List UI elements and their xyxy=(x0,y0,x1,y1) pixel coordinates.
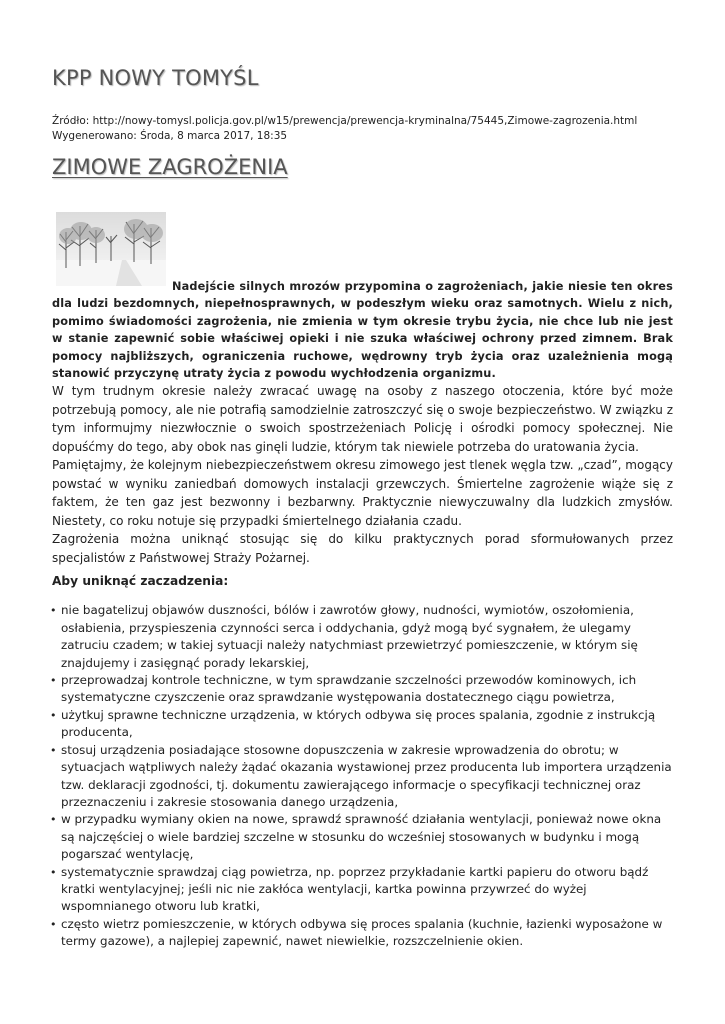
bullet-icon: • xyxy=(50,743,57,757)
list-item: • użytkuj sprawne techniczne urządzenia, w których odbywa się proces spalania, zgodnie z instrukcją producenta, xyxy=(50,707,656,740)
generated-line: Wygenerowano: Środa, 8 marca 2017, 18:35 xyxy=(52,130,288,142)
article-body xyxy=(52,212,673,951)
bullet-icon: • xyxy=(50,674,57,688)
source-line: Źródło: http://nowy-tomysl.policja.gov.pl/w15/prewencja/prewencja-kryminalna/75445,Zimowe-zagrozenia.html xyxy=(52,115,638,127)
lead-paragraph: Nadejście silnych mrozów przypomina o zagrożeniach, jakie niesie ten okres dla ludzi bezdomnych, niepełnosprawnych, w podeszłym wieku oraz samotnych. Wielu z nich, pomimo świadomości zagrożenia, nie zmienia w tym okresie trybu życia, nie chce lub nie jest w stanie zapewnić sobie właściwej opieki i nie szuka właściwej ochrony przed zimnem. Brak pomocy najbliższych, ograniczenia ruchowe, wędrowny tryb życia oraz uzależnienia mogą stanowić przyczynę utraty życia z powodu wychłodzenia organizmu. xyxy=(52,280,673,381)
bullet-icon: • xyxy=(50,604,57,618)
paragraph-1: W tym trudnym okresie należy zwracać uwagę na osoby z naszego otoczenia, które być może potrzebują pomocy, ale nie potrafią samodzielnie zatroszczyć się o swoje bezpieczeństwo. W związku z tym informujmy niezwłocznie o swoich spostrzeżeniach Policję i ośrodki pomocy społecznej. Nie dopuśćmy do tego, aby obok nas ginęli ludzie, którym tak niewiele potrzeba do uratowania życia. xyxy=(52,384,673,454)
article-title: ZIMOWE ZAGROŻENIA xyxy=(52,155,288,179)
bullet-icon: • xyxy=(50,813,57,827)
bullet-icon: • xyxy=(50,708,57,722)
bullet-icon: • xyxy=(50,865,57,879)
document-meta xyxy=(52,114,637,144)
list-item: • nie bagatelizuj objawów duszności, bólów i zawrotów głowy, nudności, wymiotów, oszołomienia, osłabienia, przyspieszenia czynności serca i oddychania, gdyż mogą być sygnałem, że ulegamy zatruciu czadem; w takiej sytuacji należy natychmiast przewietrzyć pomieszczenie, w którym się znajdujemy i zasięgnąć porady lekarskiej, xyxy=(50,603,638,670)
bullet-icon: • xyxy=(50,917,57,931)
list-item: • stosuj urządzenia posiadające stosowne dopuszczenia w zakresie wprowadzenia do obrotu; w sytuacjach wątpliwych należy żądać okazania wystawionej przez producenta lub importera urządzenia tzw. deklaracji zgodności, tj. dokumentu zawierającego informacje o specyfikacji technicznej oraz przeznaczeniu i zakresie stosowania danego urządzenia, xyxy=(50,742,672,809)
paragraph-2: Pamiętajmy, że kolejnym niebezpieczeństwem okresu zimowego jest tlenek węgla tzw. „czad”, mogący powstać w wyniku zaniedbań domowych instalacji grzewczych. Śmiertelne zagrożenie wiąże się z faktem, że ten gaz jest bezwonny i bezbarwny. Praktycznie niewyczuwalny dla ludzkich zmysłów. Niestety, co roku notuje się przypadki śmiertelnego działania czadu. xyxy=(52,458,673,528)
list-item: • często wietrz pomieszczenie, w których odbywa się proces spalania (kuchnie, łazienki wyposażone w termy gazowe), a najlepiej zapewnić, nawet niewielkie, rozszczelnienie okien. xyxy=(50,916,663,949)
paragraph-3: Zagrożenia można uniknąć stosując się do kilku praktycznych porad sformułowanych przez specjalistów z Państwowej Straży Pożarnej. xyxy=(52,532,673,565)
list-item: • systematycznie sprawdzaj ciąg powietrza, np. poprzez przykładanie kartki papieru do otworu bądź kratki wentylacyjnej; jeśli nic nie zakłóca wentylacji, kartka powinna przywrzeć do wyżej wspomnianego otworu lub kratki, xyxy=(50,864,649,914)
list-item: • przeprowadzaj kontrole techniczne, w tym sprawdzanie szczelności przewodów kominowych, ich systematyczne czyszczenie oraz sprawdzanie występowania dostatecznego ciągu powietrza, xyxy=(50,673,637,705)
site-title: KPP NOWY TOMYŚL xyxy=(52,66,259,90)
winter-trees-image xyxy=(56,212,166,286)
list-item: • w przypadku wymiany okien na nowe, sprawdź sprawność działania wentylacji, ponieważ nowe okna są najczęściej o wiele bardziej szczelne w stosunku do wcześniej stosowanych w budynku i mogą pogarszać wentylację, xyxy=(50,812,662,862)
tips-heading: Aby uniknąć zaczadzenia: xyxy=(52,574,229,589)
tips-list xyxy=(52,602,673,950)
